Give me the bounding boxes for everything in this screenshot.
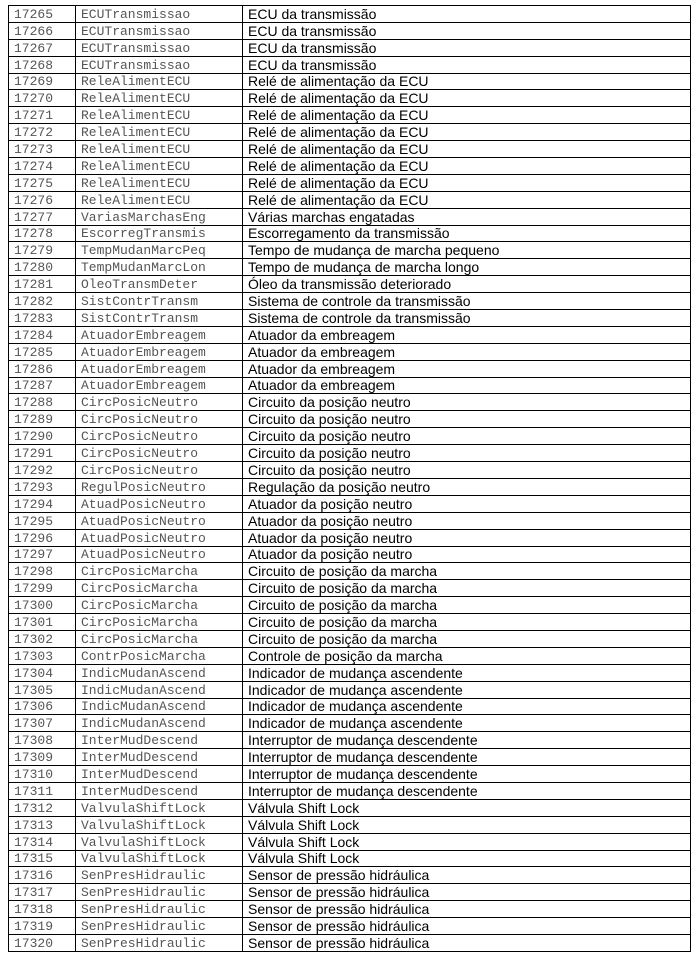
fault-name-cell: CircPosicNeutro [76, 445, 243, 462]
fault-description-cell: Indicador de mudança ascendente [243, 681, 691, 698]
table-row [9, 208, 691, 225]
fault-description-cell: Atuador da posição neutro [243, 529, 691, 546]
fault-code-cell: 17290 [9, 428, 76, 445]
fault-description-cell: Regulação da posição neutro [243, 478, 691, 495]
table-row [9, 664, 691, 681]
table-row [9, 293, 691, 310]
fault-name-cell: AtuadorEmbreagem [76, 360, 243, 377]
fault-description-cell: Relé de alimentação da ECU [243, 174, 691, 191]
fault-name-cell: ReleAlimentECU [76, 73, 243, 90]
fault-description-cell: Circuito da posição neutro [243, 445, 691, 462]
fault-code-cell: 17301 [9, 614, 76, 631]
fault-description-cell: Sensor de pressão hidráulica [243, 918, 691, 935]
fault-description-cell: Válvula Shift Lock [243, 816, 691, 833]
table-row [9, 749, 691, 766]
table-row [9, 141, 691, 158]
fault-name-cell: CircPosicMarcha [76, 563, 243, 580]
fault-description-cell: Circuito de posição da marcha [243, 597, 691, 614]
fault-code-cell: 17319 [9, 918, 76, 935]
fault-code-cell: 17274 [9, 158, 76, 175]
table-row [9, 647, 691, 664]
fault-name-cell: SenPresHidraulic [76, 884, 243, 901]
fault-description-cell: Interruptor de mudança descendente [243, 732, 691, 749]
table-row [9, 782, 691, 799]
fault-description-cell: Atuador da posição neutro [243, 512, 691, 529]
fault-name-cell: AtuadorEmbreagem [76, 343, 243, 360]
fault-name-cell: SenPresHidraulic [76, 901, 243, 918]
table-row [9, 411, 691, 428]
table-row [9, 580, 691, 597]
fault-name-cell: CircPosicMarcha [76, 580, 243, 597]
fault-name-cell: AtuadorEmbreagem [76, 377, 243, 394]
fault-code-cell: 17276 [9, 191, 76, 208]
fault-code-cell: 17307 [9, 715, 76, 732]
table-row [9, 732, 691, 749]
fault-code-cell: 17320 [9, 934, 76, 951]
fault-code-cell: 17266 [9, 22, 76, 39]
fault-description-cell: Sistema de controle da transmissão [243, 293, 691, 310]
fault-description-cell: Relé de alimentação da ECU [243, 141, 691, 158]
table-row [9, 259, 691, 276]
fault-name-cell: ECUTransmissao [76, 22, 243, 39]
fault-name-cell: SistContrTransm [76, 310, 243, 327]
table-row [9, 276, 691, 293]
fault-description-cell: Indicador de mudança ascendente [243, 715, 691, 732]
fault-code-cell: 17287 [9, 377, 76, 394]
table-row [9, 698, 691, 715]
fault-code-table [8, 5, 691, 952]
table-row [9, 462, 691, 479]
table-row [9, 563, 691, 580]
fault-description-cell: Atuador da posição neutro [243, 546, 691, 563]
fault-description-cell: Sensor de pressão hidráulica [243, 884, 691, 901]
fault-code-cell: 17293 [9, 478, 76, 495]
table-row [9, 158, 691, 175]
fault-code-cell: 17306 [9, 698, 76, 715]
table-row [9, 39, 691, 56]
fault-name-cell: SenPresHidraulic [76, 867, 243, 884]
fault-description-cell: Relé de alimentação da ECU [243, 107, 691, 124]
fault-description-cell: Circuito de posição da marcha [243, 580, 691, 597]
fault-code-cell: 17277 [9, 208, 76, 225]
fault-description-cell: Atuador da embreagem [243, 326, 691, 343]
fault-name-cell: InterMudDescend [76, 732, 243, 749]
fault-code-cell: 17288 [9, 394, 76, 411]
fault-description-cell: Circuito da posição neutro [243, 462, 691, 479]
table-row [9, 850, 691, 867]
fault-description-cell: Interruptor de mudança descendente [243, 782, 691, 799]
fault-name-cell: CircPosicMarcha [76, 614, 243, 631]
fault-name-cell: ValvulaShiftLock [76, 833, 243, 850]
fault-code-cell: 17281 [9, 276, 76, 293]
fault-code-cell: 17305 [9, 681, 76, 698]
fault-code-cell: 17308 [9, 732, 76, 749]
table-row [9, 934, 691, 951]
fault-name-cell: ECUTransmissao [76, 6, 243, 23]
fault-description-cell: Circuito da posição neutro [243, 411, 691, 428]
fault-code-cell: 17268 [9, 56, 76, 73]
table-row [9, 799, 691, 816]
fault-name-cell: AtuadPosicNeutro [76, 546, 243, 563]
fault-code-cell: 17302 [9, 630, 76, 647]
fault-code-cell: 17280 [9, 259, 76, 276]
table-row [9, 614, 691, 631]
fault-name-cell: InterMudDescend [76, 749, 243, 766]
fault-description-cell: ECU da transmissão [243, 6, 691, 23]
fault-name-cell: ECUTransmissao [76, 56, 243, 73]
fault-description-cell: Óleo da transmissão deteriorado [243, 276, 691, 293]
table-row [9, 918, 691, 935]
fault-code-cell: 17275 [9, 174, 76, 191]
fault-name-cell: ReleAlimentECU [76, 124, 243, 141]
fault-description-cell: Indicador de mudança ascendente [243, 698, 691, 715]
fault-name-cell: CircPosicNeutro [76, 394, 243, 411]
table-row [9, 6, 691, 23]
fault-description-cell: Sensor de pressão hidráulica [243, 934, 691, 951]
table-row [9, 73, 691, 90]
table-row [9, 630, 691, 647]
fault-description-cell: Várias marchas engatadas [243, 208, 691, 225]
fault-code-cell: 17279 [9, 242, 76, 259]
table-row [9, 343, 691, 360]
fault-name-cell: CircPosicNeutro [76, 411, 243, 428]
fault-name-cell: CircPosicNeutro [76, 462, 243, 479]
fault-name-cell: ReleAlimentECU [76, 141, 243, 158]
fault-name-cell: SistContrTransm [76, 293, 243, 310]
fault-name-cell: OleoTransmDeter [76, 276, 243, 293]
table-row [9, 225, 691, 242]
fault-code-cell: 17282 [9, 293, 76, 310]
fault-description-cell: Atuador da embreagem [243, 343, 691, 360]
fault-code-cell: 17318 [9, 901, 76, 918]
fault-name-cell: IndicMudanAscend [76, 664, 243, 681]
fault-description-cell: Interruptor de mudança descendente [243, 766, 691, 783]
fault-code-cell: 17269 [9, 73, 76, 90]
fault-name-cell: ReleAlimentECU [76, 174, 243, 191]
fault-name-cell: CircPosicMarcha [76, 597, 243, 614]
fault-description-cell: Sensor de pressão hidráulica [243, 901, 691, 918]
fault-description-cell: Interruptor de mudança descendente [243, 749, 691, 766]
fault-description-cell: ECU da transmissão [243, 39, 691, 56]
table-row [9, 833, 691, 850]
fault-name-cell: AtuadorEmbreagem [76, 326, 243, 343]
fault-name-cell: CircPosicMarcha [76, 630, 243, 647]
table-row [9, 174, 691, 191]
fault-description-cell: Relé de alimentação da ECU [243, 191, 691, 208]
fault-code-cell: 17295 [9, 512, 76, 529]
fault-code-cell: 17312 [9, 799, 76, 816]
table-row [9, 816, 691, 833]
table-row [9, 377, 691, 394]
fault-description-cell: Relé de alimentação da ECU [243, 73, 691, 90]
fault-description-cell: Circuito de posição da marcha [243, 630, 691, 647]
table-row [9, 310, 691, 327]
fault-description-cell: Válvula Shift Lock [243, 833, 691, 850]
fault-name-cell: ContrPosicMarcha [76, 647, 243, 664]
fault-description-cell: Circuito da posição neutro [243, 428, 691, 445]
fault-code-cell: 17273 [9, 141, 76, 158]
fault-description-cell: Escorregamento da transmissão [243, 225, 691, 242]
table-row [9, 884, 691, 901]
fault-code-cell: 17292 [9, 462, 76, 479]
fault-description-cell: Controle de posição da marcha [243, 647, 691, 664]
fault-name-cell: InterMudDescend [76, 782, 243, 799]
fault-name-cell: AtuadPosicNeutro [76, 529, 243, 546]
fault-code-table-body [9, 6, 691, 952]
fault-description-cell: ECU da transmissão [243, 56, 691, 73]
fault-name-cell: TempMudanMarcLon [76, 259, 243, 276]
fault-code-cell: 17297 [9, 546, 76, 563]
fault-name-cell: SenPresHidraulic [76, 934, 243, 951]
table-row [9, 546, 691, 563]
table-row [9, 107, 691, 124]
fault-name-cell: ReleAlimentECU [76, 191, 243, 208]
fault-name-cell: ReleAlimentECU [76, 158, 243, 175]
fault-code-cell: 17267 [9, 39, 76, 56]
fault-code-cell: 17314 [9, 833, 76, 850]
fault-description-cell: Atuador da posição neutro [243, 495, 691, 512]
fault-name-cell: SenPresHidraulic [76, 918, 243, 935]
table-row [9, 326, 691, 343]
table-row [9, 90, 691, 107]
fault-code-cell: 17311 [9, 782, 76, 799]
table-row [9, 22, 691, 39]
fault-name-cell: ECUTransmissao [76, 39, 243, 56]
fault-description-cell: Relé de alimentação da ECU [243, 90, 691, 107]
table-row [9, 495, 691, 512]
table-row [9, 681, 691, 698]
fault-description-cell: Indicador de mudança ascendente [243, 664, 691, 681]
fault-description-cell: Atuador da embreagem [243, 377, 691, 394]
fault-code-cell: 17298 [9, 563, 76, 580]
fault-code-cell: 17271 [9, 107, 76, 124]
table-row [9, 766, 691, 783]
fault-description-cell: Circuito da posição neutro [243, 394, 691, 411]
fault-code-cell: 17284 [9, 326, 76, 343]
table-row [9, 867, 691, 884]
fault-description-cell: Válvula Shift Lock [243, 799, 691, 816]
fault-code-cell: 17317 [9, 884, 76, 901]
table-row [9, 191, 691, 208]
fault-code-cell: 17296 [9, 529, 76, 546]
fault-name-cell: IndicMudanAscend [76, 698, 243, 715]
fault-name-cell: CircPosicNeutro [76, 428, 243, 445]
fault-code-cell: 17285 [9, 343, 76, 360]
table-row [9, 394, 691, 411]
fault-code-cell: 17304 [9, 664, 76, 681]
table-row [9, 478, 691, 495]
fault-name-cell: EscorregTransmis [76, 225, 243, 242]
fault-name-cell: RegulPosicNeutro [76, 478, 243, 495]
fault-code-cell: 17299 [9, 580, 76, 597]
fault-name-cell: ValvulaShiftLock [76, 799, 243, 816]
fault-description-cell: Tempo de mudança de marcha longo [243, 259, 691, 276]
fault-code-cell: 17303 [9, 647, 76, 664]
fault-code-cell: 17300 [9, 597, 76, 614]
fault-name-cell: IndicMudanAscend [76, 715, 243, 732]
fault-code-cell: 17270 [9, 90, 76, 107]
table-row [9, 360, 691, 377]
fault-description-cell: Circuito de posição da marcha [243, 614, 691, 631]
fault-code-cell: 17309 [9, 749, 76, 766]
table-row [9, 124, 691, 141]
fault-description-cell: Relé de alimentação da ECU [243, 124, 691, 141]
fault-code-cell: 17286 [9, 360, 76, 377]
fault-description-cell: Sensor de pressão hidráulica [243, 867, 691, 884]
fault-description-cell: Sistema de controle da transmissão [243, 310, 691, 327]
fault-name-cell: InterMudDescend [76, 766, 243, 783]
fault-name-cell: VariasMarchasEng [76, 208, 243, 225]
fault-description-cell: Circuito de posição da marcha [243, 563, 691, 580]
table-row [9, 242, 691, 259]
fault-code-cell: 17294 [9, 495, 76, 512]
fault-description-cell: ECU da transmissão [243, 22, 691, 39]
fault-name-cell: AtuadPosicNeutro [76, 512, 243, 529]
fault-name-cell: TempMudanMarcPeq [76, 242, 243, 259]
fault-code-cell: 17289 [9, 411, 76, 428]
fault-description-cell: Atuador da embreagem [243, 360, 691, 377]
fault-name-cell: ValvulaShiftLock [76, 816, 243, 833]
fault-code-cell: 17283 [9, 310, 76, 327]
fault-code-cell: 17315 [9, 850, 76, 867]
fault-code-cell: 17291 [9, 445, 76, 462]
fault-description-cell: Tempo de mudança de marcha pequeno [243, 242, 691, 259]
table-row [9, 715, 691, 732]
fault-name-cell: AtuadPosicNeutro [76, 495, 243, 512]
table-row [9, 56, 691, 73]
table-row [9, 597, 691, 614]
fault-code-cell: 17265 [9, 6, 76, 23]
table-row [9, 512, 691, 529]
fault-code-cell: 17316 [9, 867, 76, 884]
fault-name-cell: ValvulaShiftLock [76, 850, 243, 867]
fault-name-cell: IndicMudanAscend [76, 681, 243, 698]
table-row [9, 529, 691, 546]
fault-name-cell: ReleAlimentECU [76, 107, 243, 124]
table-row [9, 428, 691, 445]
table-row [9, 901, 691, 918]
fault-code-cell: 17313 [9, 816, 76, 833]
fault-code-cell: 17272 [9, 124, 76, 141]
fault-description-cell: Válvula Shift Lock [243, 850, 691, 867]
fault-code-cell: 17278 [9, 225, 76, 242]
table-row [9, 445, 691, 462]
fault-name-cell: ReleAlimentECU [76, 90, 243, 107]
fault-description-cell: Relé de alimentação da ECU [243, 158, 691, 175]
fault-code-cell: 17310 [9, 766, 76, 783]
